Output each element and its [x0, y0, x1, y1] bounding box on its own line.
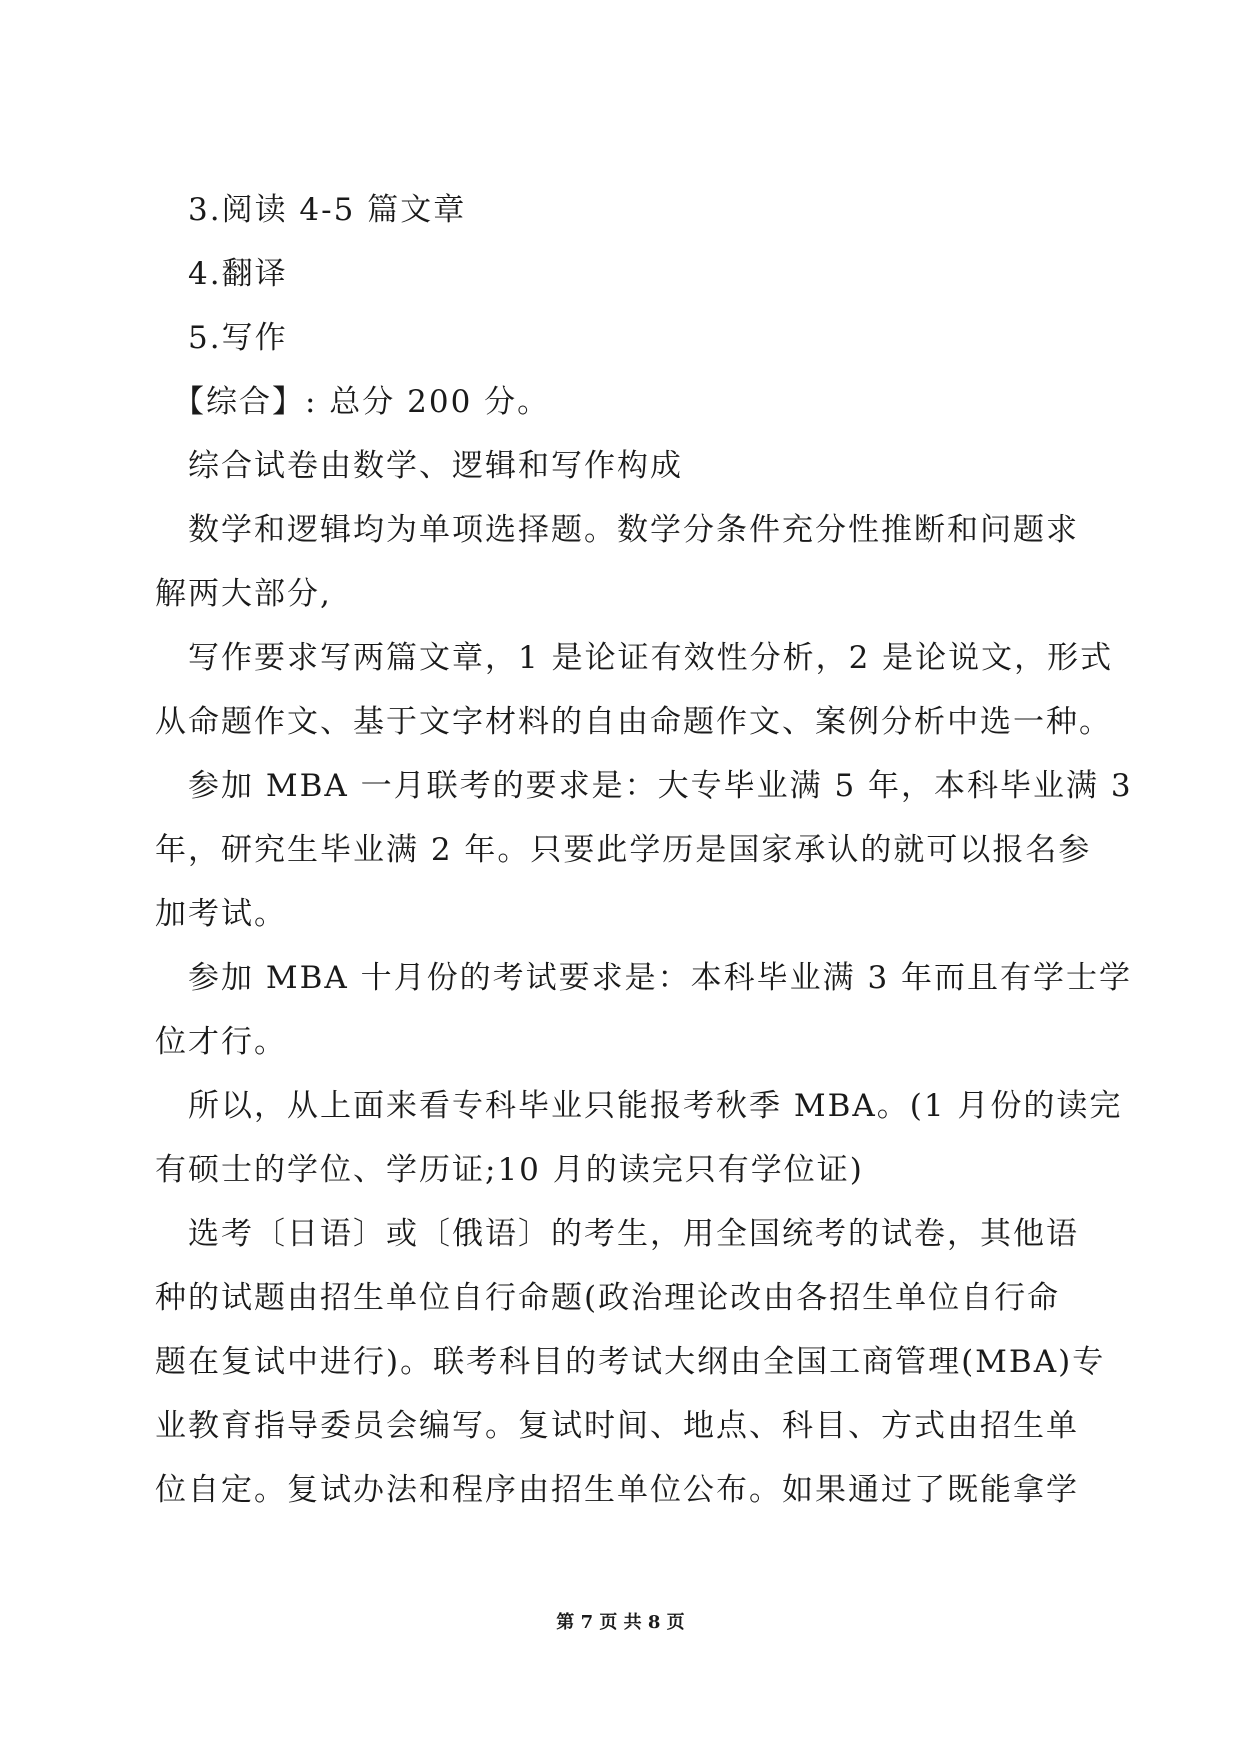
text-line: 参加 MBA 一月联考的要求是：大专毕业满 5 年，本科毕业满 3 — [188, 768, 1133, 804]
text-line: 种的试题由招生单位自行命题(政治理论改由各招生单位自行命 — [155, 1280, 1061, 1316]
text-line: 解两大部分, — [155, 576, 332, 612]
text-line: 加考试。 — [155, 896, 287, 932]
text-line: 综合试卷由数学、逻辑和写作构成 — [188, 448, 683, 484]
text-line: 题在复试中进行)。联考科目的考试大纲由全国工商管理(MBA)专 — [155, 1344, 1106, 1380]
text-line: 所以，从上面来看专科毕业只能报考秋季 MBA。(1 月份的读完 — [188, 1088, 1123, 1124]
page-number-footer: 第 7 页 共 8 页 — [556, 1612, 685, 1633]
text-line: 业教育指导委员会编写。复试时间、地点、科目、方式由招生单 — [155, 1408, 1079, 1444]
text-line: 选考〔日语〕或〔俄语〕的考生，用全国统考的试卷，其他语 — [188, 1216, 1079, 1252]
text-line: 5.写作 — [188, 320, 288, 356]
text-line: 从命题作文、基于文字材料的自由命题作文、案例分析中选一种。 — [155, 704, 1112, 740]
text-line: 写作要求写两篇文章，1 是论证有效性分析，2 是论说文，形式 — [188, 640, 1114, 676]
text-line: 参加 MBA 十月份的考试要求是：本科毕业满 3 年而且有学士学 — [188, 960, 1133, 996]
text-line: 位才行。 — [155, 1024, 287, 1060]
text-line: 年，研究生毕业满 2 年。只要此学历是国家承认的就可以报名参 — [155, 832, 1092, 868]
section-heading: 【综合】: 总分 200 分。 — [173, 384, 551, 420]
text-line: 有硕士的学位、学历证;10 月的读完只有学位证) — [155, 1152, 864, 1188]
text-line: 数学和逻辑均为单项选择题。数学分条件充分性推断和问题求 — [188, 512, 1079, 548]
text-line: 4.翻译 — [188, 256, 288, 292]
text-line: 位自定。复试办法和程序由招生单位公布。如果通过了既能拿学 — [155, 1472, 1079, 1508]
page-body — [155, 178, 1133, 1522]
text-line: 3.阅读 4-5 篇文章 — [188, 192, 467, 228]
